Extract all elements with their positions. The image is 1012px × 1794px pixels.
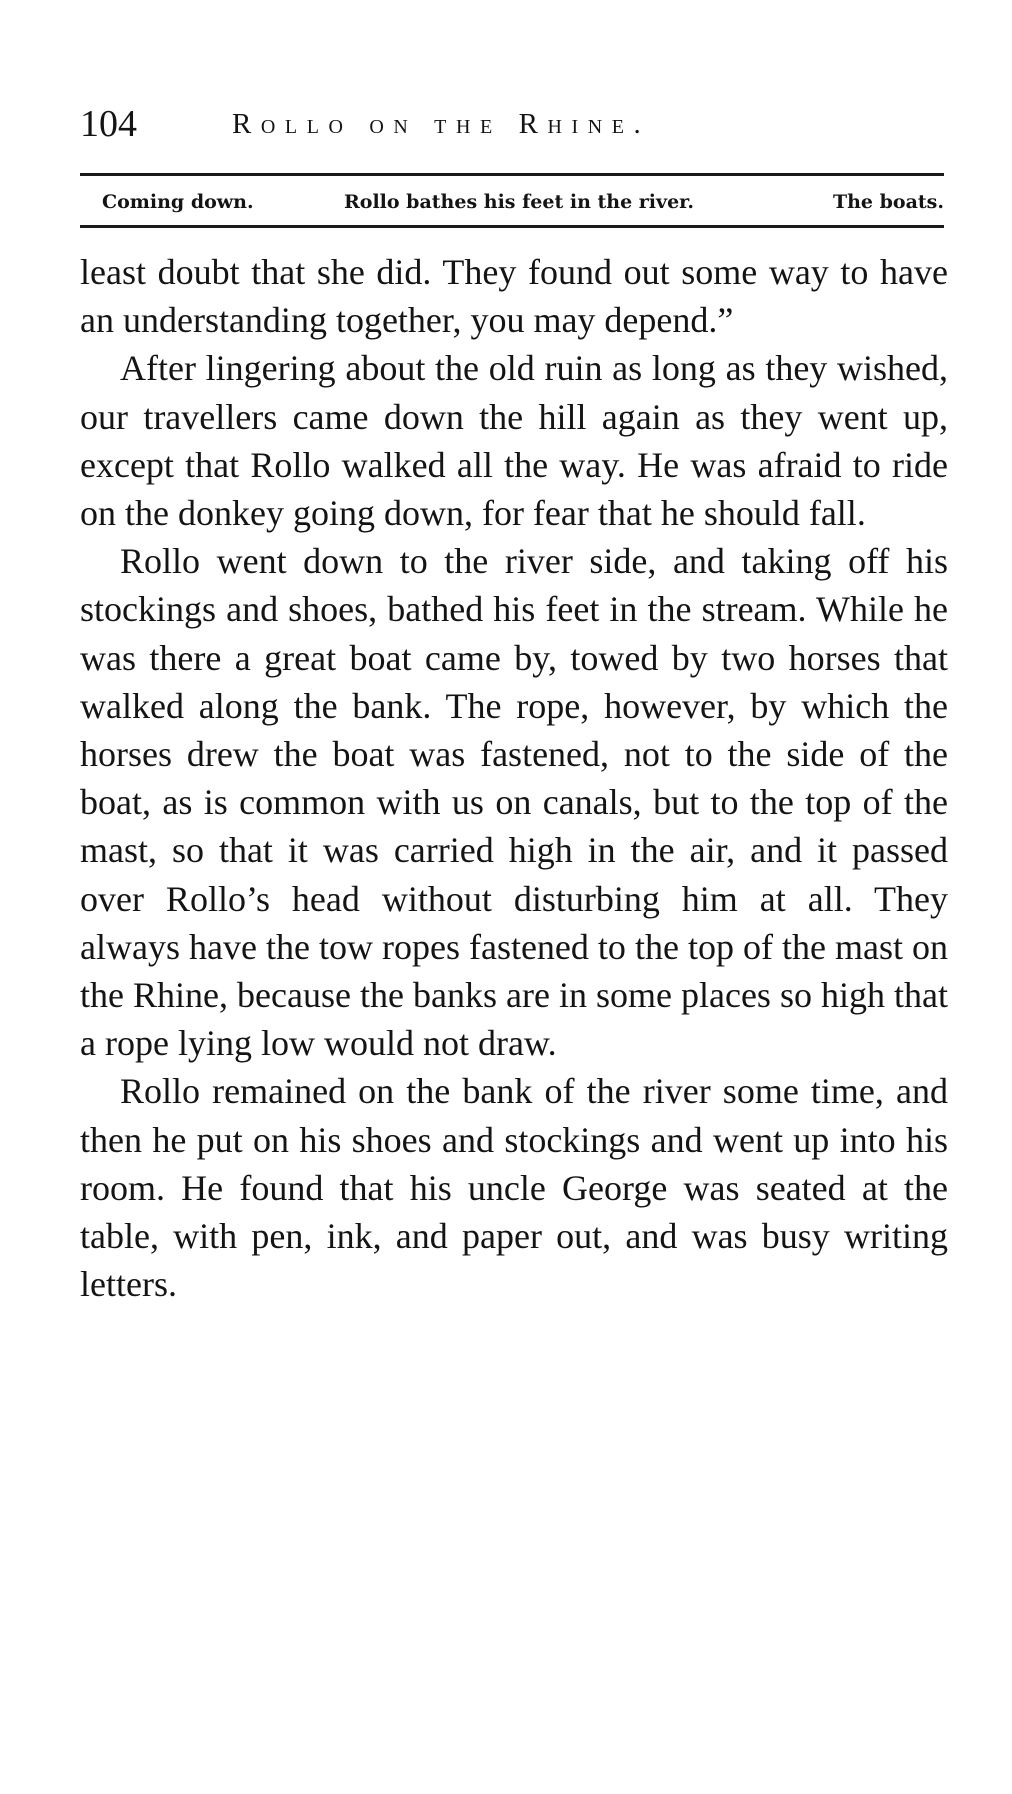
subhead-left: Coming down. — [102, 191, 254, 213]
body-text — [80, 248, 948, 1308]
running-head — [80, 96, 940, 152]
chapter-subheads — [80, 180, 944, 224]
bottom-rule — [80, 225, 944, 228]
page-number: 104 — [80, 103, 137, 145]
top-rule — [80, 173, 944, 176]
paragraph: Rollo remained on the bank of the river some time, and then he put on his shoes and stockings and went up into his room. He found that his uncle George was seated at the table, with pen, ink, and paper out, and was busy writing letters. — [80, 1071, 948, 1305]
paragraph: least doubt that she did. They found out some way to have an understanding together, you may depend.” — [80, 252, 948, 341]
book-title: Rollo on the Rhine. — [232, 108, 651, 140]
subhead-right: The boats. — [832, 191, 944, 213]
paragraph: After lingering about the old ruin as long as they wished, our travellers came down the hill again as they went up, except that Rollo walked all the way. He was afraid to ride on the donkey going down, for fear that he should fall. — [80, 348, 948, 534]
subhead-center: Rollo bathes his feet in the river. — [344, 191, 695, 213]
paragraph: Rollo went down to the river side, and taking off his stockings and shoes, bathed his feet in the stream. While he was there a great boat came by, towed by two horses that walked along the bank. The rope, however, by which the horses drew the boat was fastened, not to the side of the boat, as is common with us on canals, but to the top of the mast, so that it was carried high in the air, and it passed over Rollo’s head without disturbing him at all. They always have the tow ropes fastened to the top of the mast on the Rhine, because the banks are in some places so high that a rope lying low would not draw. — [80, 541, 948, 1064]
